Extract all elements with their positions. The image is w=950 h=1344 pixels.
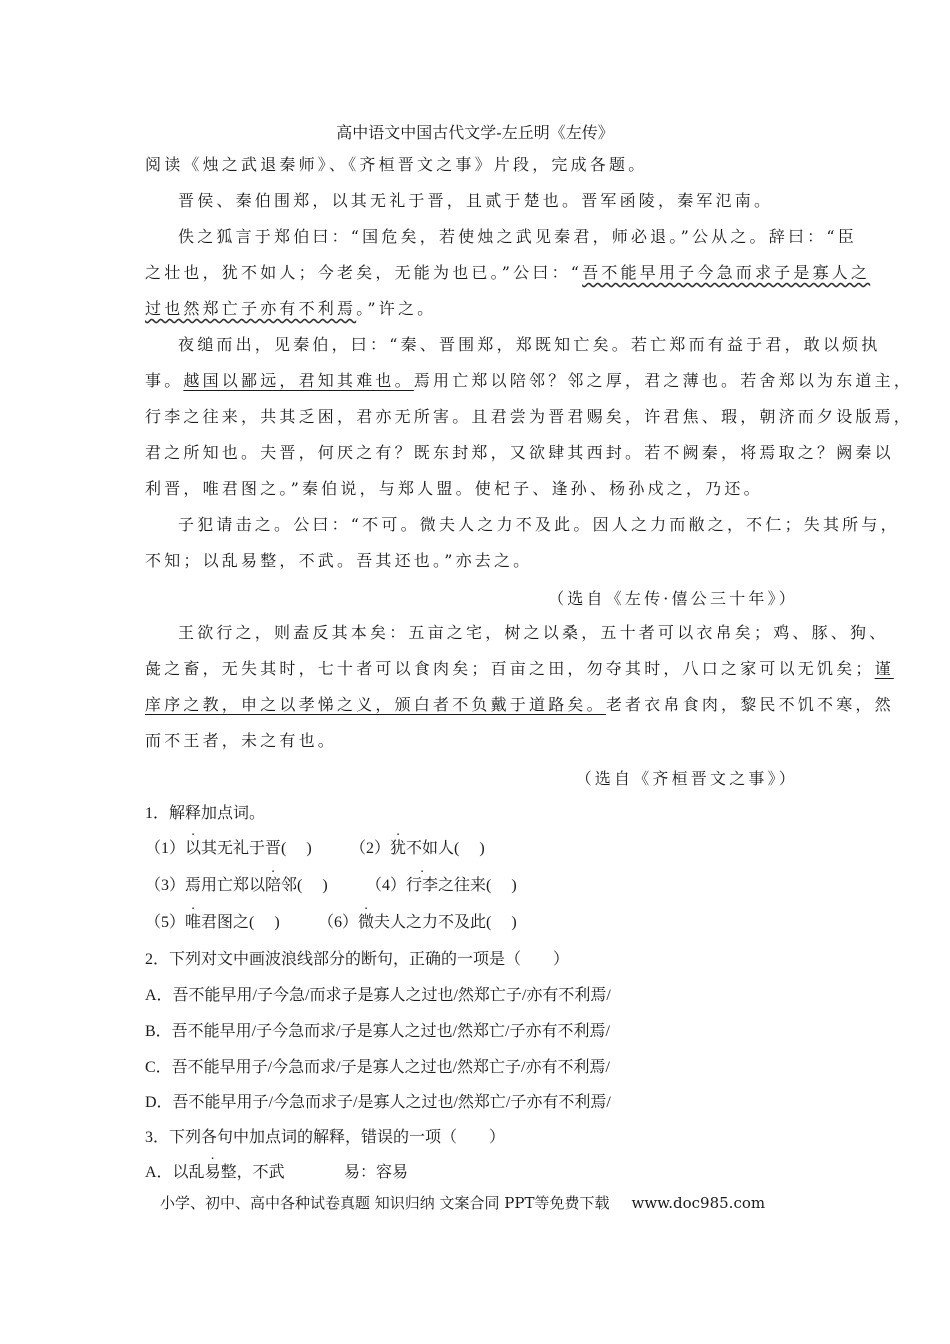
item-suffix: 邻( ) [281,877,328,894]
footer [160,1192,765,1213]
passage1-para3-line3: 行李之往来，共其乏困，君亦无所害。且君尝为晋君赐矣，许君焦、瑕，朝济而夕设版焉， [145,407,914,426]
dotted-word: 易 [204,1164,221,1181]
passage1-para2-line1: 佚之狐言于郑伯曰：“国危矣，若使烛之武见秦君，师必退。”公从之。辞曰：“臣 [178,227,857,246]
item-prefix: A．以乱 [145,1164,205,1181]
passage1-para3-line5: 利晋，唯君图之。”秦伯说，与郑人盟。使杞子、逢孙、杨孙戍之，乃还。 [145,479,763,498]
item-prefix: （6） [318,914,359,931]
underlined-text: 庠序之教，申之以孝悌之义，颁白者不负戴于道路矣。 [145,695,606,714]
passage2-line2 [145,658,894,680]
question2-stem: 2．下列对文中画波浪线部分的断句，正确的一项是（ ） [145,951,570,968]
question1-stem: 1．解释加点词。 [145,805,266,822]
text-span: 。”许之。 [356,299,437,318]
footer-url[interactable]: www.doc985.com [631,1194,766,1212]
passage1-para2-line3 [145,298,436,320]
dotted-word: 唯 [185,914,202,931]
item-prefix: （1） [145,840,186,857]
underlined-text: 谨 [874,659,894,678]
item-suffix: 其无礼于晋( ) [201,840,312,857]
question2-option-b: B．吾不能早用/子今急而求/子是寡人之过也/然郑亡/子亦有不利焉/ [145,1023,610,1040]
item-prefix: （2） [350,840,391,857]
page-title: 高中语文中国古代文学-左丘明《左传》 [336,123,614,142]
item-suffix: 君图之( ) [201,914,280,931]
text-span: 事。 [145,371,184,390]
dotted-word: 微 [358,914,375,931]
item-suffix: 夫人之力不及此( ) [374,914,517,931]
passage2-line1: 王欲行之，则盍反其本矣：五亩之宅，树之以桑，五十者可以衣帛矣；鸡、豚、狗、 [178,623,889,642]
passage2-line4: 而不王者，未之有也。 [145,731,338,750]
item-suffix: 不如人( ) [406,840,485,857]
intro-instruction: 阅读《烛之武退秦师》、《齐桓晋文之事》片段，完成各题。 [145,155,648,174]
item-prefix: （3）焉用亡郑以 [145,877,266,894]
dotted-word: 以 [185,840,202,857]
passage1-para3-line1: 夜缒而出，见秦伯，曰：“秦、晋围郑，郑既知亡矣。若亡郑而有益于君，敢以烦执 [178,335,881,354]
item-prefix: （5） [145,914,186,931]
footer-text: 小学、初中、高中各种试卷真题 知识归纳 文案合同 PPT等免费下载 [160,1194,610,1212]
question2-option-d: D．吾不能早用子/今急而求子/是寡人之过也/然郑亡/子亦有不利焉/ [145,1094,611,1111]
item-suffix: 之往来( ) [438,877,517,894]
question2-option-c: C．吾不能早用子/今急而求/子是寡人之过也/然郑亡子/亦有不利焉/ [145,1059,610,1076]
underlined-text: 越国以鄙远，君知其难也。 [183,371,414,390]
question2-option-a: A．吾不能早用/子今急/而求子是寡人之过也/然郑亡子/亦有不利焉/ [145,987,611,1004]
dotted-word: 行李 [406,877,439,894]
question3-stem: 3．下列各句中加点词的解释，错误的一项（ ） [145,1129,506,1146]
passage1-para3-line2 [145,370,913,392]
passage1-para3-line4: 君之所知也。夫晋，何厌之有？既东封郑，又欲肆其西封。若不阙秦，将焉取之？阙秦以 [145,443,894,462]
question3-option-a [145,1162,285,1184]
passage1-para4-line2: 不知；以乱易整，不武。吾其还也。”亦去之。 [145,551,533,570]
question1-item-5 [145,912,280,934]
passage2-source: （选自《齐桓晋文之事》） [575,769,798,788]
text-span: 彘之畜，无失其时，七十者可以食肉矣；百亩之田，勿夺其时，八口之家可以无饥矣； [145,659,875,678]
wavy-underlined-text: 过也然郑亡子亦有不利焉 [145,299,357,318]
item-suffix: 整，不武 [220,1164,285,1181]
passage2-line3 [145,694,894,716]
question1-item-1 [145,838,312,860]
question1-item-6 [318,912,517,934]
passage1-para2-line2 [145,262,870,284]
dotted-word: 陪 [265,877,282,894]
text-span: 之壮也，犹不如人；今老矣，无能为也已。”公曰：“ [145,263,583,282]
passage1-para4-line1: 子犯请击之。公曰：“不可。微夫人之力不及此。因人之力而敝之，不仁；失其所与， [178,515,900,534]
question1-item-2 [350,838,485,860]
passage1-para1: 晋侯、秦伯围郑，以其无礼于晋，且贰于楚也。晋军函陵，秦军氾南。 [178,191,774,210]
item-prefix: （4） [366,877,407,894]
wavy-underlined-text: 吾不能早用子今急而求子是寡人之 [582,263,871,282]
passage1-source: （选自《左传·僖公三十年》） [548,589,798,608]
question3-option-a-answer: 易：容易 [344,1164,409,1181]
question1-item-4 [366,875,517,897]
text-span: 焉用亡郑以陪邻？邻之厚，君之薄也。若舍郑以为东道主， [413,371,914,390]
question1-item-3 [145,875,328,897]
text-span: 老者衣帛食肉，黎民不饥不寒，然 [605,695,894,714]
dotted-word: 犹 [390,840,407,857]
